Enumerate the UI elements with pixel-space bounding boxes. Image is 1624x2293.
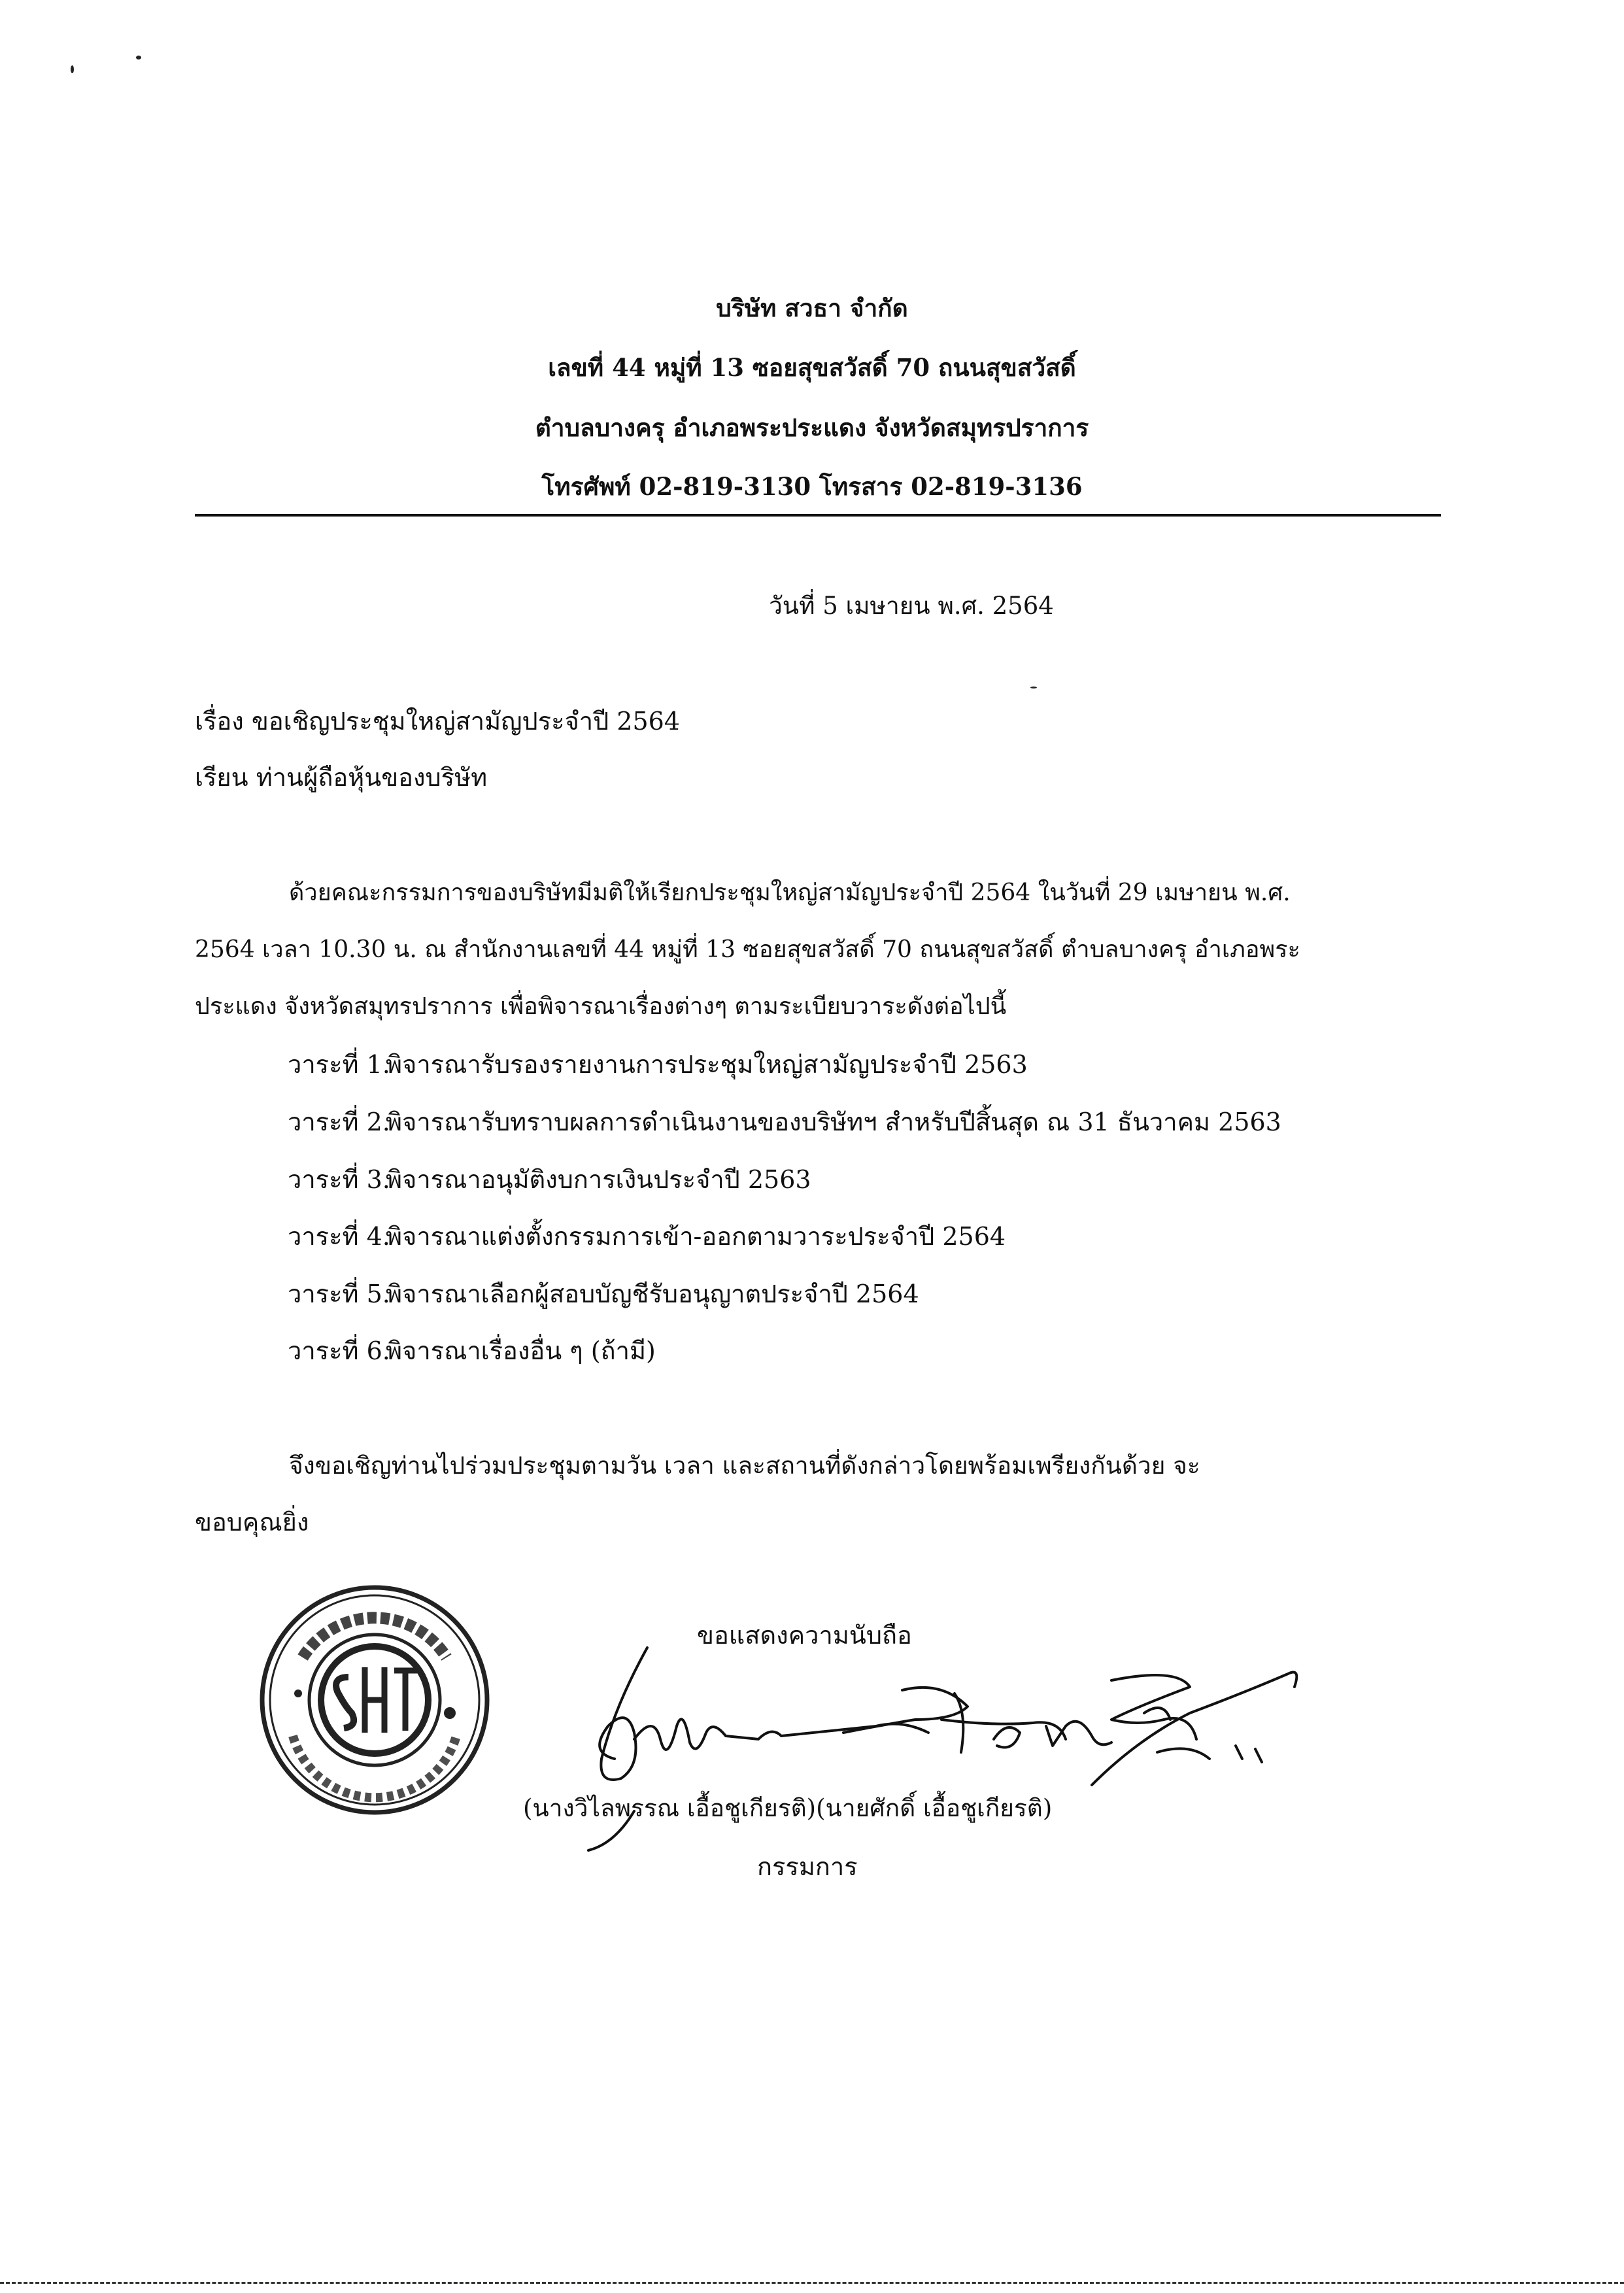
body-line: ประแดง จังหวัดสมุทรปราการ เพื่อพิจารณาเรื่องต่างๆ ตามระเบียบวาระดังต่อไปนี้ (195, 993, 1007, 1020)
scan-bottom-edge (0, 2282, 1624, 2284)
body-line: ด้วยคณะกรรมการของบริษัทมีมติให้เรียกประชุมใหญ่สามัญประจำปี 2564 ในวันที่ 29 เมษายน พ.ศ. (289, 879, 1291, 906)
company-contact: โทรศัพท์ 02-819-3130 โทรสาร 02-819-3136 (541, 472, 1083, 501)
letterhead-divider (195, 514, 1441, 517)
handwritten-signatures (536, 1628, 1308, 1863)
scan-speck (136, 56, 141, 59)
signatory-names: (นางวิไลพรรณ เอื้อชูเกียรติ)(นายศักดิ์ เอื้อชูเกียรติ) (523, 1794, 1053, 1822)
signatory-title: กรรมการ (757, 1852, 858, 1881)
agenda-number: วาระที่ 2. (288, 1108, 390, 1136)
agenda-item (288, 1044, 1028, 1084)
agenda-text: พิจารณารับรองรายงานการประชุมใหญ่สามัญประจำปี 2563 (386, 1050, 1028, 1079)
agenda-text: พิจารณารับทราบผลการดำเนินงานของบริษัทฯ สำหรับปีสิ้นสุด ณ 31 ธันวาคม 2563 (386, 1108, 1281, 1136)
agenda-number: วาระที่ 3. (288, 1165, 390, 1194)
company-address-line-1: เลขที่ 44 หมู่ที่ 13 ซอยสุขสวัสดิ์ 70 ถนนสุขสวัสดิ์ (548, 353, 1076, 382)
company-seal (254, 1579, 496, 1821)
agenda-item (288, 1331, 656, 1370)
letter-recipient: เรียน ท่านผู้ถือหุ้นของบริษัท (195, 763, 488, 792)
scan-speck (1030, 687, 1037, 688)
agenda-number: วาระที่ 4. (288, 1222, 390, 1251)
signoff: ขอแสดงความนับถือ (697, 1621, 912, 1650)
agenda-text: พิจารณาอนุมัติงบการเงินประจำปี 2563 (386, 1165, 811, 1194)
agenda-text: พิจารณาเรื่องอื่น ๆ (ถ้ามี) (386, 1336, 656, 1365)
company-name: บริษัท สวธา จำกัด (716, 294, 908, 322)
letter-date: วันที่ 5 เมษายน พ.ศ. 2564 (769, 592, 1054, 620)
closing-line: จึงขอเชิญท่านไปร่วมประชุมตามวัน เวลา และสถานที่ดังกล่าวโดยพร้อมเพรียงกันด้วย จะ (289, 1452, 1200, 1480)
agenda-number: วาระที่ 6. (288, 1336, 390, 1365)
letter-subject: เรื่อง ขอเชิญประชุมใหญ่สามัญประจำปี 2564 (195, 707, 680, 736)
agenda-item (288, 1274, 919, 1314)
body-line: 2564 เวลา 10.30 น. ณ สำนักงานเลขที่ 44 หมู่ที่ 13 ซอยสุขสวัสดิ์ 70 ถนนสุขสวัสดิ์ ตำบลบางครุ อำเภอพระ (195, 936, 1300, 963)
company-address-line-2: ตำบลบางครุ อำเภอพระประแดง จังหวัดสมุทรปราการ (535, 413, 1089, 442)
closing-line: ขอบคุณยิ่ง (195, 1508, 309, 1537)
agenda-text: พิจารณาเลือกผู้สอบบัญชีรับอนุญาตประจำปี 2564 (386, 1280, 919, 1308)
agenda-number: วาระที่ 1. (288, 1050, 390, 1079)
scan-speck (71, 65, 74, 73)
agenda-number: วาระที่ 5. (288, 1280, 390, 1308)
agenda-text: พิจารณาแต่งตั้งกรรมการเข้า-ออกตามวาระประจำปี 2564 (386, 1222, 1006, 1251)
agenda-item (288, 1102, 1281, 1142)
agenda-item (288, 1159, 811, 1199)
agenda-item (288, 1216, 1006, 1256)
